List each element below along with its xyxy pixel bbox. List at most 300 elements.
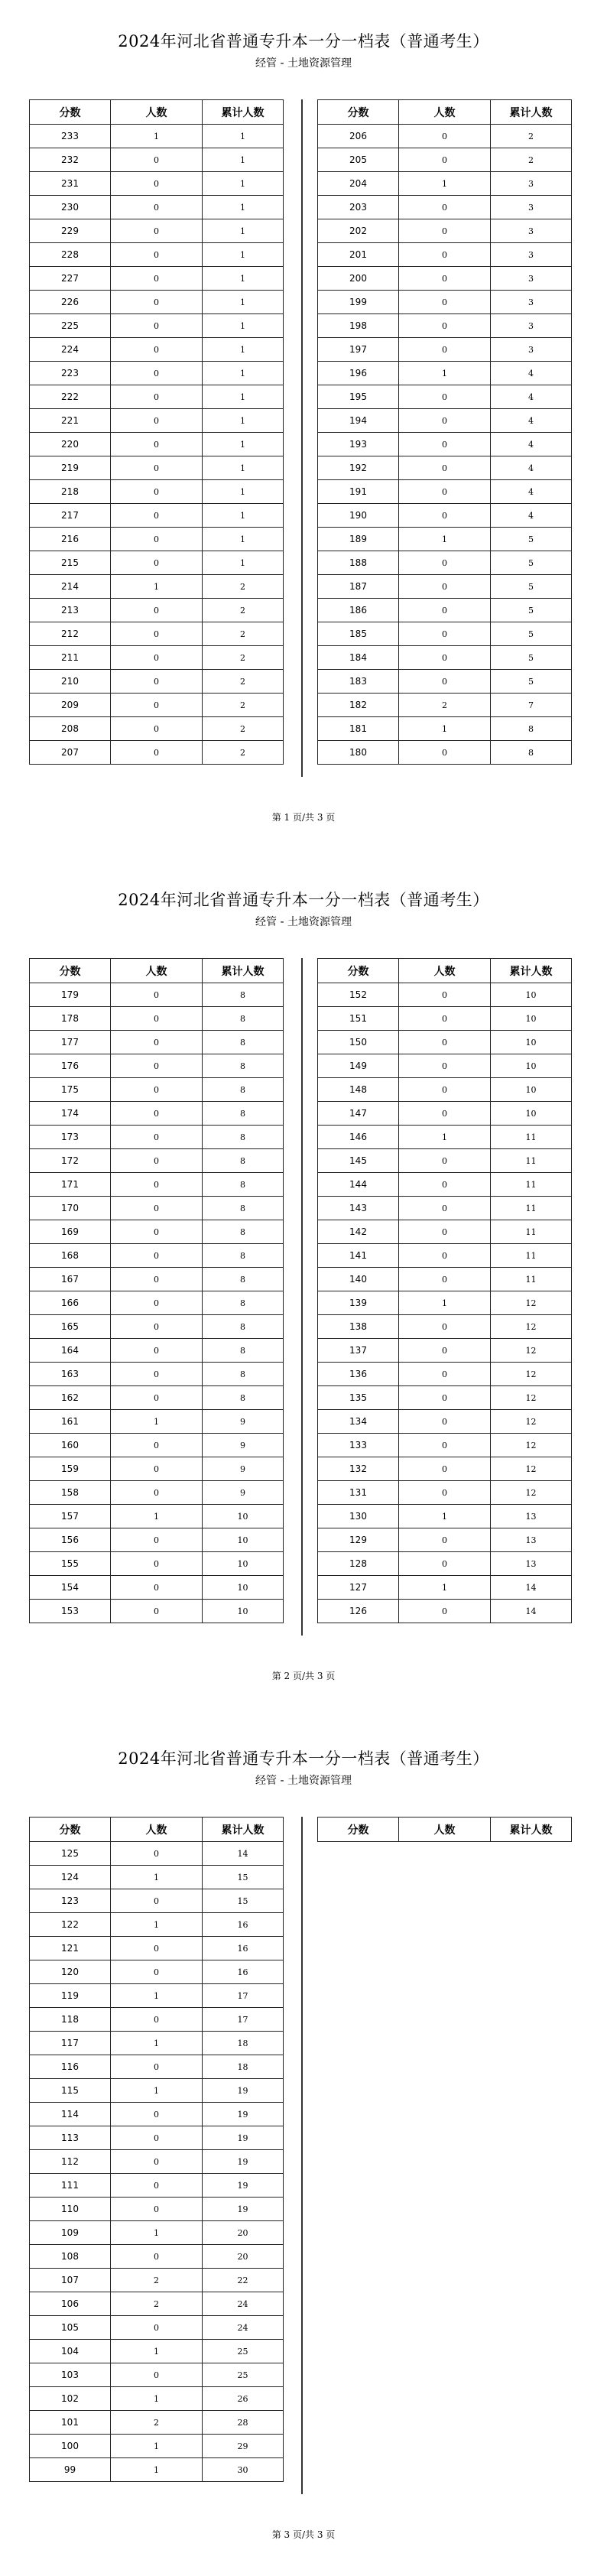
table-row <box>318 646 572 670</box>
count-cell: 0 <box>111 599 203 622</box>
score-cell: 99 <box>30 2458 111 2482</box>
table-row <box>318 1576 572 1600</box>
table-row <box>30 1220 284 1244</box>
score-header: 分数 <box>30 1817 111 1842</box>
score-cell: 193 <box>318 433 399 456</box>
table-header-row <box>30 959 284 983</box>
cumulative-cell: 13 <box>491 1552 572 1576</box>
table-row <box>30 1149 284 1173</box>
cumulative-cell: 8 <box>203 1054 284 1078</box>
cumulative-cell: 4 <box>491 480 572 504</box>
cumulative-cell: 19 <box>203 2079 284 2103</box>
column-divider <box>301 958 303 1636</box>
score-cell: 125 <box>30 1842 111 1866</box>
cumulative-cell: 2 <box>203 694 284 717</box>
cumulative-cell: 24 <box>203 2316 284 2340</box>
table-row <box>318 504 572 528</box>
score-cell: 119 <box>30 1984 111 2008</box>
cumulative-cell: 8 <box>203 1149 284 1173</box>
cumulative-cell: 1 <box>203 267 284 291</box>
table-row <box>318 362 572 385</box>
count-cell: 0 <box>111 1315 203 1339</box>
count-cell: 0 <box>111 2316 203 2340</box>
count-cell: 0 <box>111 1007 203 1031</box>
score-cell: 107 <box>30 2269 111 2292</box>
table-row <box>318 622 572 646</box>
score-cell: 204 <box>318 172 399 196</box>
left-score-table <box>29 99 284 765</box>
table-row <box>30 2363 284 2387</box>
cumulative-cell: 12 <box>491 1363 572 1386</box>
count-cell: 0 <box>111 1197 203 1220</box>
cumulative-cell: 2 <box>203 575 284 599</box>
count-cell: 0 <box>111 551 203 575</box>
count-cell: 0 <box>111 1149 203 1173</box>
table-row <box>30 528 284 551</box>
score-cell: 199 <box>318 291 399 314</box>
count-cell: 0 <box>111 2126 203 2150</box>
table-row <box>318 291 572 314</box>
score-cell: 114 <box>30 2103 111 2126</box>
count-cell: 0 <box>399 125 491 148</box>
cumulative-cell: 10 <box>491 1054 572 1078</box>
table-row <box>30 2411 284 2435</box>
score-cell: 137 <box>318 1339 399 1363</box>
table-row <box>318 1149 572 1173</box>
cumulative-cell: 13 <box>491 1528 572 1552</box>
score-cell: 158 <box>30 1481 111 1505</box>
score-cell: 211 <box>30 646 111 670</box>
score-cell: 169 <box>30 1220 111 1244</box>
count-header: 人数 <box>399 959 491 983</box>
table-row <box>30 314 284 338</box>
cumulative-cell: 4 <box>491 409 572 433</box>
count-cell: 0 <box>111 2055 203 2079</box>
count-cell: 0 <box>111 1434 203 1457</box>
table-row <box>30 480 284 504</box>
score-cell: 228 <box>30 243 111 267</box>
score-cell: 121 <box>30 1937 111 1960</box>
cumulative-header: 累计人数 <box>491 959 572 983</box>
score-cell: 205 <box>318 148 399 172</box>
table-row <box>318 694 572 717</box>
table-row <box>30 409 284 433</box>
count-cell: 0 <box>111 1268 203 1291</box>
table-row <box>318 243 572 267</box>
cumulative-cell: 2 <box>203 670 284 694</box>
table-header-row <box>30 1817 284 1842</box>
table-row <box>30 1481 284 1505</box>
cumulative-cell: 2 <box>491 125 572 148</box>
score-cell: 159 <box>30 1457 111 1481</box>
table-row <box>318 1505 572 1528</box>
count-header: 人数 <box>399 100 491 125</box>
count-cell: 0 <box>111 1842 203 1866</box>
score-cell: 116 <box>30 2055 111 2079</box>
score-cell: 173 <box>30 1126 111 1149</box>
cumulative-cell: 1 <box>203 528 284 551</box>
table-row <box>318 409 572 433</box>
table-row <box>30 2150 284 2174</box>
table-row <box>318 1315 572 1339</box>
table-header-row <box>318 1817 572 1842</box>
table-header-row <box>30 100 284 125</box>
table-row <box>30 983 284 1007</box>
count-cell: 0 <box>399 1528 491 1552</box>
score-cell: 172 <box>30 1149 111 1173</box>
table-row <box>30 2269 284 2292</box>
cumulative-cell: 8 <box>203 1197 284 1220</box>
score-cell: 210 <box>30 670 111 694</box>
count-cell: 0 <box>111 196 203 219</box>
score-cell: 111 <box>30 2174 111 2198</box>
table-row <box>318 1197 572 1220</box>
count-cell: 1 <box>111 2079 203 2103</box>
right-score-table <box>317 958 572 1623</box>
cumulative-cell: 2 <box>203 622 284 646</box>
count-cell: 1 <box>111 125 203 148</box>
score-cell: 167 <box>30 1268 111 1291</box>
table-row <box>318 575 572 599</box>
count-cell: 0 <box>399 1078 491 1102</box>
count-cell: 0 <box>399 741 491 765</box>
table-row <box>30 551 284 575</box>
cumulative-cell: 8 <box>203 1268 284 1291</box>
score-cell: 120 <box>30 1960 111 1984</box>
count-cell: 1 <box>399 528 491 551</box>
count-cell: 0 <box>399 1244 491 1268</box>
count-cell: 1 <box>111 1505 203 1528</box>
cumulative-cell: 8 <box>203 983 284 1007</box>
cumulative-cell: 10 <box>491 1078 572 1102</box>
cumulative-cell: 8 <box>491 717 572 741</box>
count-cell: 0 <box>111 385 203 409</box>
cumulative-cell: 9 <box>203 1410 284 1434</box>
score-cell: 133 <box>318 1434 399 1457</box>
score-cell: 207 <box>30 741 111 765</box>
count-cell: 0 <box>111 1244 203 1268</box>
score-cell: 124 <box>30 1866 111 1889</box>
score-cell: 221 <box>30 409 111 433</box>
count-cell: 0 <box>111 741 203 765</box>
score-cell: 112 <box>30 2150 111 2174</box>
count-cell: 0 <box>399 196 491 219</box>
cumulative-cell: 20 <box>203 2221 284 2245</box>
score-cell: 216 <box>30 528 111 551</box>
score-cell: 209 <box>30 694 111 717</box>
count-cell: 0 <box>111 219 203 243</box>
cumulative-cell: 12 <box>491 1315 572 1339</box>
score-cell: 171 <box>30 1173 111 1197</box>
count-cell: 1 <box>399 172 491 196</box>
count-cell: 0 <box>399 243 491 267</box>
score-cell: 156 <box>30 1528 111 1552</box>
table-row <box>318 1268 572 1291</box>
score-cell: 177 <box>30 1031 111 1054</box>
cumulative-cell: 7 <box>491 694 572 717</box>
count-cell: 0 <box>399 1102 491 1126</box>
table-row <box>318 1434 572 1457</box>
count-cell: 0 <box>111 694 203 717</box>
count-cell: 0 <box>399 314 491 338</box>
cumulative-cell: 1 <box>203 409 284 433</box>
score-cell: 128 <box>318 1552 399 1576</box>
cumulative-cell: 10 <box>491 1102 572 1126</box>
score-cell: 184 <box>318 646 399 670</box>
count-cell: 0 <box>111 983 203 1007</box>
page-title: 2024年河北省普通专升本一分一档表（普通考生） <box>118 1749 489 1768</box>
cumulative-cell: 11 <box>491 1173 572 1197</box>
score-cell: 113 <box>30 2126 111 2150</box>
count-cell: 0 <box>111 1173 203 1197</box>
cumulative-cell: 19 <box>203 2103 284 2126</box>
column-divider <box>301 99 303 777</box>
cumulative-cell: 2 <box>203 717 284 741</box>
score-cell: 135 <box>318 1386 399 1410</box>
count-cell: 0 <box>399 1410 491 1434</box>
score-cell: 105 <box>30 2316 111 2340</box>
count-cell: 0 <box>399 338 491 362</box>
table-row <box>318 219 572 243</box>
score-cell: 129 <box>318 1528 399 1552</box>
count-cell: 0 <box>111 717 203 741</box>
cumulative-cell: 4 <box>491 362 572 385</box>
count-cell: 0 <box>399 480 491 504</box>
score-cell: 138 <box>318 1315 399 1339</box>
table-row <box>30 125 284 148</box>
cumulative-header: 累计人数 <box>491 100 572 125</box>
count-cell: 0 <box>399 291 491 314</box>
count-cell: 0 <box>111 1960 203 1984</box>
cumulative-cell: 11 <box>491 1268 572 1291</box>
score-cell: 155 <box>30 1552 111 1576</box>
cumulative-cell: 17 <box>203 2008 284 2032</box>
count-cell: 0 <box>111 267 203 291</box>
table-row <box>30 717 284 741</box>
score-cell: 164 <box>30 1339 111 1363</box>
count-cell: 0 <box>399 983 491 1007</box>
count-cell: 0 <box>111 2150 203 2174</box>
score-cell: 180 <box>318 741 399 765</box>
cumulative-cell: 10 <box>491 983 572 1007</box>
count-header: 人数 <box>111 959 203 983</box>
page-footer: 第 1 页/共 3 页 <box>271 812 336 823</box>
cumulative-cell: 3 <box>491 172 572 196</box>
cumulative-cell: 25 <box>203 2340 284 2363</box>
count-cell: 0 <box>111 528 203 551</box>
score-cell: 163 <box>30 1363 111 1386</box>
page-3 <box>0 1717 607 2576</box>
table-header-row <box>318 959 572 983</box>
table-row <box>30 219 284 243</box>
table-row <box>318 1244 572 1268</box>
score-cell: 104 <box>30 2340 111 2363</box>
score-cell: 203 <box>318 196 399 219</box>
cumulative-cell: 19 <box>203 2174 284 2198</box>
score-cell: 102 <box>30 2387 111 2411</box>
cumulative-cell: 8 <box>203 1291 284 1315</box>
cumulative-cell: 2 <box>203 599 284 622</box>
score-cell: 198 <box>318 314 399 338</box>
score-cell: 188 <box>318 551 399 575</box>
count-cell: 1 <box>399 362 491 385</box>
cumulative-cell: 8 <box>203 1220 284 1244</box>
count-cell: 0 <box>111 456 203 480</box>
count-cell: 0 <box>111 1552 203 1576</box>
cumulative-cell: 11 <box>491 1126 572 1149</box>
table-row <box>30 2103 284 2126</box>
table-row <box>318 1054 572 1078</box>
table-row <box>30 1386 284 1410</box>
left-score-table <box>29 1817 284 2482</box>
score-cell: 201 <box>318 243 399 267</box>
count-cell: 0 <box>399 1054 491 1078</box>
score-header: 分数 <box>318 1817 399 1842</box>
cumulative-cell: 3 <box>491 314 572 338</box>
table-row <box>30 622 284 646</box>
table-row <box>30 1315 284 1339</box>
score-cell: 233 <box>30 125 111 148</box>
table-row <box>318 1386 572 1410</box>
cumulative-cell: 2 <box>203 646 284 670</box>
count-cell: 2 <box>111 2269 203 2292</box>
score-cell: 176 <box>30 1054 111 1078</box>
score-cell: 145 <box>318 1149 399 1173</box>
cumulative-cell: 17 <box>203 1984 284 2008</box>
cumulative-cell: 3 <box>491 267 572 291</box>
table-row <box>318 1552 572 1576</box>
cumulative-cell: 1 <box>203 551 284 575</box>
cumulative-cell: 1 <box>203 314 284 338</box>
table-row <box>318 1007 572 1031</box>
cumulative-header: 累计人数 <box>203 1817 284 1842</box>
count-cell: 0 <box>111 1481 203 1505</box>
count-cell: 0 <box>399 1552 491 1576</box>
score-cell: 222 <box>30 385 111 409</box>
table-row <box>318 148 572 172</box>
table-row <box>30 2435 284 2458</box>
count-cell: 0 <box>399 456 491 480</box>
cumulative-cell: 8 <box>203 1007 284 1031</box>
count-cell: 0 <box>111 2363 203 2387</box>
page-2 <box>0 859 607 1717</box>
count-cell: 1 <box>399 717 491 741</box>
table-row <box>318 314 572 338</box>
count-cell: 1 <box>111 1866 203 1889</box>
page-1 <box>0 0 607 859</box>
cumulative-cell: 12 <box>491 1410 572 1434</box>
table-row <box>30 1054 284 1078</box>
table-row <box>30 2008 284 2032</box>
count-cell: 0 <box>111 1078 203 1102</box>
table-row <box>30 670 284 694</box>
count-cell: 0 <box>111 1457 203 1481</box>
count-cell: 0 <box>111 1528 203 1552</box>
cumulative-cell: 8 <box>203 1244 284 1268</box>
cumulative-cell: 18 <box>203 2032 284 2055</box>
cumulative-cell: 9 <box>203 1481 284 1505</box>
score-cell: 139 <box>318 1291 399 1315</box>
count-cell: 1 <box>399 1576 491 1600</box>
score-cell: 232 <box>30 148 111 172</box>
count-cell: 1 <box>399 1126 491 1149</box>
score-cell: 134 <box>318 1410 399 1434</box>
count-cell: 0 <box>111 1386 203 1410</box>
count-cell: 0 <box>399 148 491 172</box>
score-header: 分数 <box>318 100 399 125</box>
score-cell: 148 <box>318 1078 399 1102</box>
cumulative-header: 累计人数 <box>491 1817 572 1842</box>
table-row <box>30 172 284 196</box>
count-cell: 2 <box>111 2411 203 2435</box>
count-cell: 0 <box>399 551 491 575</box>
cumulative-cell: 8 <box>203 1126 284 1149</box>
score-cell: 165 <box>30 1315 111 1339</box>
cumulative-header: 累计人数 <box>203 100 284 125</box>
score-cell: 186 <box>318 599 399 622</box>
table-row <box>30 504 284 528</box>
cumulative-cell: 10 <box>203 1600 284 1623</box>
cumulative-cell: 12 <box>491 1291 572 1315</box>
count-cell: 0 <box>111 1339 203 1363</box>
table-row <box>30 1457 284 1481</box>
count-cell: 1 <box>399 1291 491 1315</box>
cumulative-cell: 1 <box>203 385 284 409</box>
count-cell: 0 <box>111 362 203 385</box>
count-cell: 0 <box>111 291 203 314</box>
cumulative-cell: 8 <box>203 1386 284 1410</box>
cumulative-cell: 1 <box>203 504 284 528</box>
count-cell: 0 <box>111 1600 203 1623</box>
count-cell: 1 <box>111 575 203 599</box>
count-cell: 0 <box>399 1600 491 1623</box>
score-cell: 208 <box>30 717 111 741</box>
cumulative-cell: 25 <box>203 2363 284 2387</box>
score-cell: 192 <box>318 456 399 480</box>
table-row <box>30 1007 284 1031</box>
count-cell: 1 <box>111 2340 203 2363</box>
score-cell: 183 <box>318 670 399 694</box>
score-cell: 224 <box>30 338 111 362</box>
cumulative-cell: 4 <box>491 456 572 480</box>
score-cell: 200 <box>318 267 399 291</box>
table-row <box>30 1078 284 1102</box>
cumulative-cell: 14 <box>203 1842 284 1866</box>
count-cell: 0 <box>399 1149 491 1173</box>
cumulative-cell: 12 <box>491 1481 572 1505</box>
table-row <box>318 1220 572 1244</box>
count-cell: 0 <box>399 1457 491 1481</box>
table-row <box>30 1244 284 1268</box>
count-cell: 2 <box>399 694 491 717</box>
score-cell: 109 <box>30 2221 111 2245</box>
left-score-table <box>29 958 284 1623</box>
table-row <box>318 528 572 551</box>
page-subtitle: 经管 - 土地资源管理 <box>255 57 352 70</box>
count-cell: 0 <box>111 314 203 338</box>
count-cell: 0 <box>399 219 491 243</box>
table-row <box>30 2126 284 2150</box>
table-row <box>30 385 284 409</box>
score-header: 分数 <box>318 959 399 983</box>
table-row <box>318 456 572 480</box>
count-cell: 0 <box>399 646 491 670</box>
score-cell: 141 <box>318 1244 399 1268</box>
cumulative-cell: 12 <box>491 1434 572 1457</box>
table-row <box>318 172 572 196</box>
count-cell: 0 <box>111 1576 203 1600</box>
count-cell: 1 <box>111 1984 203 2008</box>
